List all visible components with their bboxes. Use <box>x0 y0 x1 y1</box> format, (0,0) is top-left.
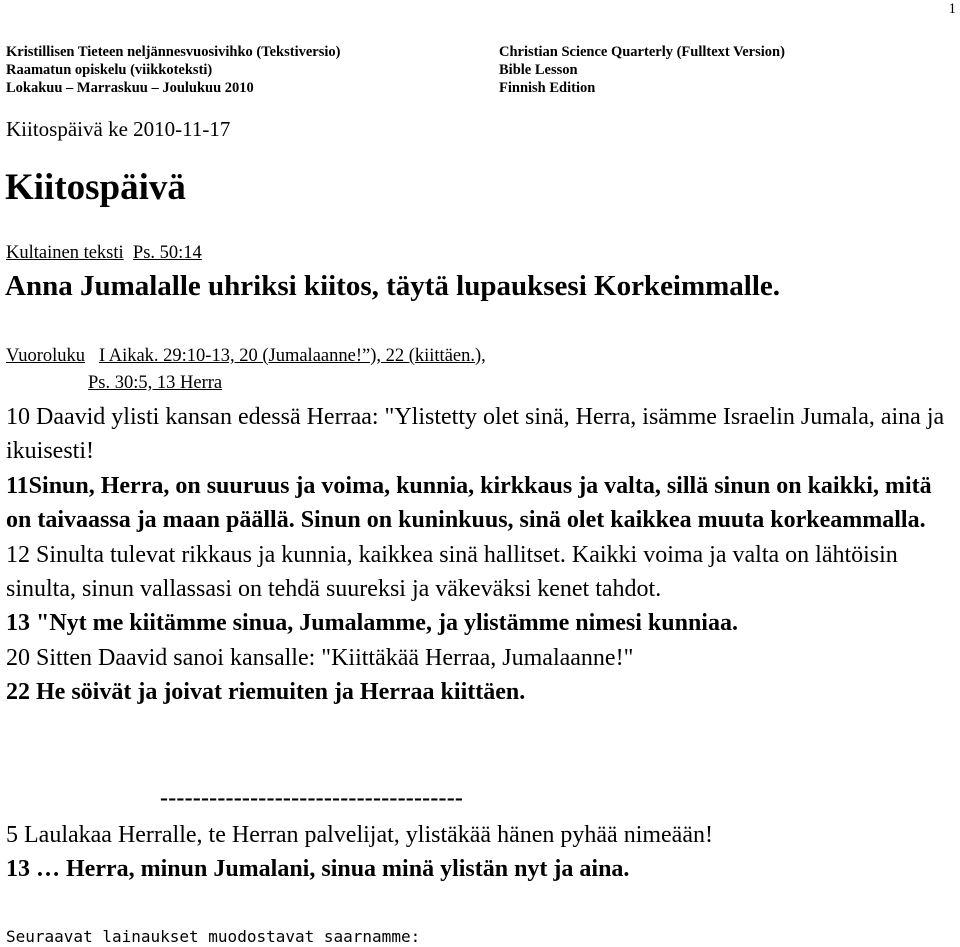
header-left-column <box>6 43 340 97</box>
golden-text: Anna Jumalalle uhriksi kiitos, täytä lupauksesi Korkeimmalle. <box>5 270 781 302</box>
responsive-reading-verses <box>6 400 956 710</box>
verse: 13 … Herra, minun Jumalani, sinua minä ylistän nyt ja aina. <box>6 856 630 883</box>
lesson-date: Kiitospäivä ke 2010-11-17 <box>6 117 231 141</box>
verse: 20 Sitten Daavid sanoi kansalle: "Kiittäkää Herraa, Jumalaanne!" <box>6 644 634 671</box>
header-left-line: Raamatun opiskelu (viikkoteksti) <box>6 62 213 78</box>
responsive-reading-ref-continued: Ps. 30:5, 13 Herra <box>88 373 223 393</box>
sermon-intro: Seuraavat lainaukset muodostavat saarnamme: <box>6 927 421 946</box>
golden-text-label: Kultainen teksti <box>6 243 124 263</box>
verse: 5 Laulakaa Herralle, te Herran palvelijat, ylistäkää hänen pyhää nimeään! <box>6 822 713 848</box>
header-right-line: Christian Science Quarterly (Fulltext Version) <box>499 44 785 60</box>
page-title: Kiitospäivä <box>5 167 186 208</box>
responsive-reading-label: Vuoroluku <box>6 346 86 366</box>
header-right-line: Bible Lesson <box>499 62 578 78</box>
golden-text-reference <box>6 242 202 264</box>
section-separator: ------------------------------------- <box>160 785 464 811</box>
verse: 11Sinun, Herra, on suuruus ja voima, kunnia, kirkkaus ja valta, sillä sinun on kaikki, mitä on taivaassa ja maan päällä. Sinun on kuninkuus, sinä olet kaikkea muuta korkeammalla. <box>6 472 932 534</box>
verse: 12 Sinulta tulevat rikkaus ja kunnia, kaikkea sinä hallitset. Kaikki voima ja valta on lähtöisin sinulta, sinun vallassasi on tehdä suureksi ja väkeväksi kenet tahdot. <box>6 541 898 603</box>
header-left-line: Kristillisen Tieteen neljännesvuosivihko (Tekstiversio) <box>6 44 341 60</box>
responsive-reading-reference <box>6 345 486 367</box>
header-right-column <box>499 43 785 97</box>
verse: 13 "Nyt me kiitämme sinua, Jumalamme, ja ylistämme nimesi kunniaa. <box>6 610 738 637</box>
psalm-verses <box>6 818 956 887</box>
golden-text-ref: Ps. 50:14 <box>132 243 202 263</box>
responsive-reading-ref: I Aikak. 29:10-13, 20 (Jumalaanne!”), 22 (kiittäen.), <box>98 346 486 366</box>
header-right-line: Finnish Edition <box>499 80 596 96</box>
verse: 10 Daavid ylisti kansan edessä Herraa: "Ylistetty olet sinä, Herra, isämme Israelin Jumala, aina ja ikuisesti! <box>6 404 945 465</box>
header-left-line: Lokakuu – Marraskuu – Joulukuu 2010 <box>6 80 254 96</box>
page-number: 1 <box>948 1 956 17</box>
verse: 22 He söivät ja joivat riemuiten ja Herraa kiittäen. <box>6 679 526 706</box>
